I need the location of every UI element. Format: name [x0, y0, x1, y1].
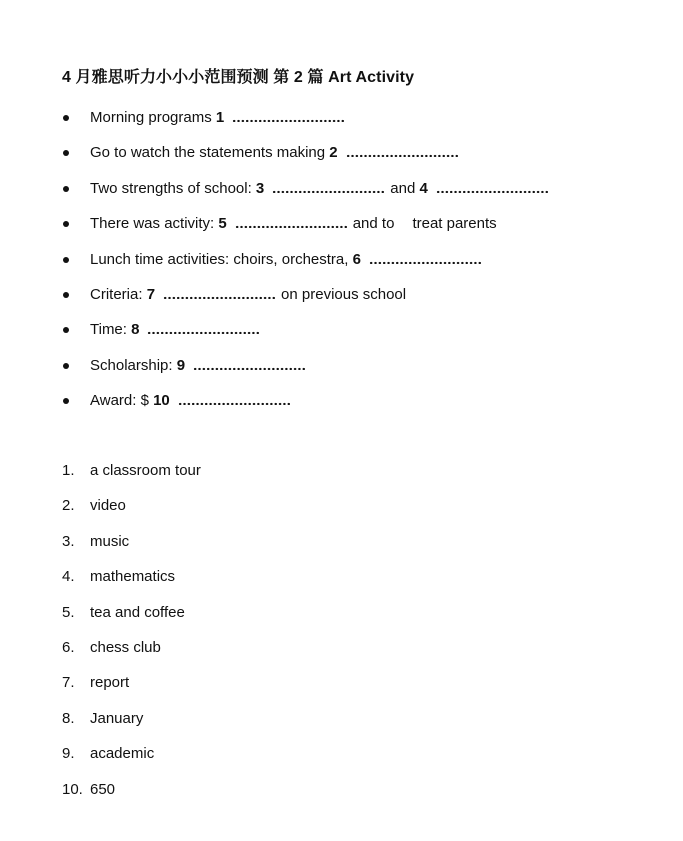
list-item — [0, 354, 683, 389]
list-item — [0, 742, 683, 777]
question-number: 8 — [131, 321, 140, 339]
list-item — [0, 389, 683, 424]
list-item — [0, 106, 683, 141]
question-number: 2 — [329, 144, 338, 162]
list-item — [0, 565, 683, 600]
question-text — [90, 354, 311, 378]
question-number: 1 — [215, 109, 225, 126]
list-item — [0, 671, 683, 706]
list-item — [0, 636, 683, 671]
answer-blank — [163, 285, 275, 299]
answer-blank — [235, 214, 347, 228]
answer-number: 10. — [62, 780, 83, 798]
answer-blank — [193, 356, 305, 370]
question-number: 6 — [352, 250, 361, 268]
answer-blank — [232, 108, 344, 122]
answer-text: a classroom tour — [90, 462, 201, 479]
answer-number: 4. — [62, 568, 75, 586]
question-middle: and — [390, 179, 420, 197]
question-prefix: Criteria: — [90, 285, 147, 303]
question-prefix: Go to watch the statements making — [90, 144, 330, 162]
answer-number: 8. — [62, 709, 75, 727]
answer-blank — [178, 391, 290, 405]
bullet-icon — [63, 115, 69, 121]
bullet-icon — [63, 221, 69, 227]
answer-list — [0, 459, 683, 813]
list-item — [0, 530, 683, 565]
question-number: 5 — [218, 215, 227, 233]
question-prefix: Two strengths of school: — [90, 179, 256, 197]
list-item — [0, 778, 683, 813]
page-title: 4 月雅思听力小小小范围预测 第 2 篇 Art Activity — [62, 69, 415, 86]
answer-blank — [346, 143, 458, 157]
answer-text: tea and coffee — [90, 603, 185, 621]
bullet-icon — [63, 327, 69, 333]
question-number: 7 — [146, 285, 156, 303]
question-middle: and to — [352, 215, 395, 233]
answer-blank — [369, 250, 481, 264]
list-item — [0, 494, 683, 529]
list-item — [0, 141, 683, 176]
list-item — [0, 248, 683, 283]
question-prefix: Award: $ — [90, 392, 154, 410]
bullet-icon — [63, 150, 69, 156]
answer-text: academic — [90, 745, 155, 763]
answer-blank — [436, 179, 548, 193]
answer-number: 3. — [62, 532, 75, 550]
answer-blank — [272, 179, 384, 193]
answer-number: 5. — [62, 603, 75, 621]
question-text — [90, 106, 350, 130]
bullet-icon — [63, 257, 69, 263]
question-number-second: 4 — [419, 179, 428, 197]
question-list — [0, 106, 683, 425]
answer-number: 7. — [62, 674, 75, 692]
question-number: 10 — [153, 392, 170, 410]
question-prefix: Scholarship: — [90, 356, 177, 374]
question-suffix: treat parents — [412, 215, 497, 233]
question-prefix: There was activity: — [90, 215, 219, 233]
question-text — [90, 212, 497, 236]
answer-text: January — [90, 709, 144, 727]
list-item — [0, 707, 683, 742]
bullet-icon — [63, 363, 69, 369]
list-item — [0, 318, 683, 353]
question-text — [90, 248, 487, 272]
question-text — [90, 389, 296, 413]
list-item — [0, 459, 683, 494]
answer-text: 650 — [90, 780, 116, 798]
list-item — [0, 601, 683, 636]
bullet-icon — [63, 292, 69, 298]
answer-text: report — [90, 674, 130, 692]
answer-number: 6. — [62, 638, 75, 656]
list-item — [0, 283, 683, 318]
answer-text: chess club — [90, 638, 161, 656]
question-prefix: Time: — [90, 321, 132, 339]
bullet-icon — [63, 398, 69, 404]
question-number: 9 — [176, 356, 186, 374]
question-text — [90, 141, 464, 165]
answer-text: video — [90, 497, 126, 515]
answer-number: 1. — [62, 462, 75, 479]
list-item — [0, 177, 683, 212]
question-text — [90, 318, 265, 342]
question-text — [90, 283, 406, 307]
question-suffix: on previous school — [281, 285, 407, 303]
answer-number: 2. — [62, 497, 75, 515]
answer-text: mathematics — [90, 568, 176, 586]
question-number: 3 — [255, 179, 265, 197]
question-prefix: Lunch time activities: choirs, orchestra, — [90, 250, 353, 268]
list-item — [0, 212, 683, 247]
answer-blank — [147, 320, 259, 334]
answer-number: 9. — [62, 745, 75, 763]
question-text — [90, 177, 554, 201]
answer-text: music — [90, 532, 130, 550]
question-prefix: Morning programs — [90, 109, 216, 126]
bullet-icon — [63, 186, 69, 192]
